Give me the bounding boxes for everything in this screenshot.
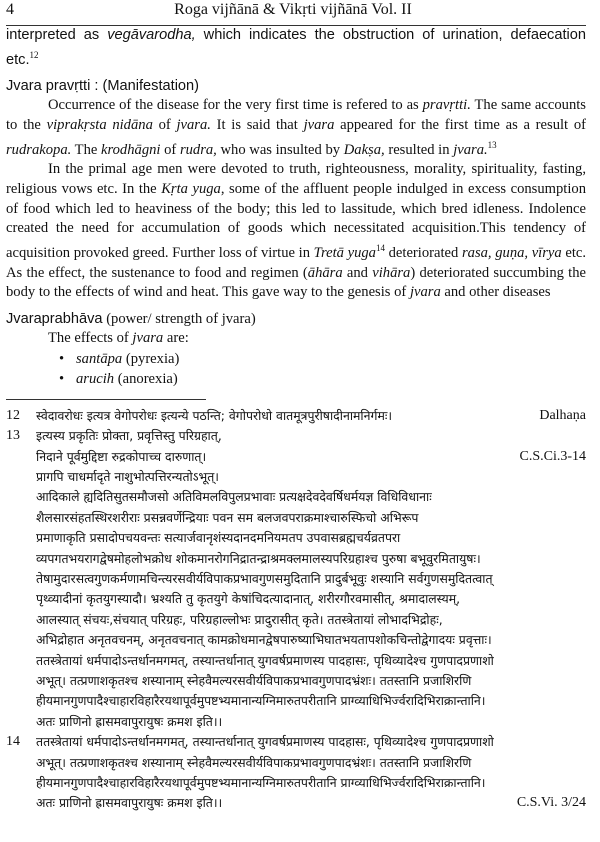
paragraph-pravrtti: Occurrence of the disease for the very first time is refered to as pravṛtti. The same accounts to the viprakṛsta nidāna of jvara. It is said that jvara appeared for the first time as a result of rudrakopa. The krodhāgni of rudra, who was insulted by Dakṣa, resulted in jvara.$^{13}$: [6, 97, 586, 158]
footnote-line: आदिकाले ह्यदितिसुतसमौजसो अतिविमलविपुलप्रभावाः प्रत्यक्षदेवदेवर्षिधर्मयज्ञ विधिविधानाः: [36, 489, 432, 505]
paragraph-primal-age: In the primal age men were devoted to truth, righteousness, morality, spirituality, fasting, religious vows etc. In the Kṛta yuga, some of the affluent people indulged in excess consumption of food which led to heaviness of the body; this led to lassitude, which bred idleness. Indolence created the need for accumulation of goods which necessitated acquisition.This tendency of acquisition provoked greed. Further loss of virtue in Tretā yuga$^{14}$ deteriorated rasa, guṇa, vīrya etc. As the effect, the sustenance to food and regimen (āhāra and vihāra) deteriorated succumbing the body to the effects of wind and heat. This gave way to the genesis of jvara and other diseases: [6, 161, 587, 301]
footnote-source: C.S.Vi. 3/24: [516, 795, 586, 811]
footnote-divider: [6, 399, 206, 400]
footnote-line: हीयमानगुणपादैश्चाहारविहारैरयथापूर्वमुपष्टभ्यमानान्यग्निमारुतपरीतानि प्राग्व्याधिभिर्ज्वरादिभिराक्रान्तानि।: [36, 693, 486, 709]
running-title: Roga vijñānā & Vikṛti vijñānā Vol. II: [174, 1, 412, 18]
footnote-ref-14[interactable]: 14: [375, 243, 385, 254]
footnote-ref-12[interactable]: 12: [29, 49, 39, 60]
effects-list: [6, 349, 586, 389]
page-number: 4: [6, 1, 14, 18]
footnote-line: ततस्त्रेतायां धर्मपादोऽन्तर्धानमगमत्, तस्यान्तर्धानात् युगवर्षप्रमाणस्य पादहासः, पृथिव्यादेश्च गुणपादप्रणाशो: [36, 652, 494, 668]
footnote-text: स्वेदावरोधः इत्यत्र वेगोपरोधः इत्यन्ये पठन्ति; वेगोपरोधो वातमूत्रपुरीषादीनामनिर्गमः।: [36, 407, 393, 423]
footnote-line: व्यपगतभयरागद्वेषमोहलोभक्रोध शोकमानरोगनिद्रातन्द्राश्रमक्लमालस्यपरिग्रहाश्च पुरुषा बभूवुरमितायुषः।: [36, 550, 481, 566]
footnote-line: निदाने पूर्वमुद्दिष्टा रुद्रकोपाच्च दारुणात्।: [36, 448, 207, 464]
footnote-line: ततस्त्रेतायां धर्मपादोऽन्तर्धानमगमत्, तस्यान्तर्धानात् युगवर्षप्रमाणस्य पादहासः, पृथिव्यादेश्च गुणपादप्रणाशो: [36, 734, 494, 750]
footnote-line: शैलसारसंहतस्थिरशरीराः प्रसन्नवर्णेन्द्रियाः पवन सम बलजवपराक्रमाश्चारुस्फिचो अभिरूप: [36, 509, 419, 525]
intro-paragraph: interpreted as vegāvarodha, which indicates the obstruction of urination, defaecation etc.$^{12}$: [6, 27, 587, 68]
footnote-13-line: [6, 447, 586, 467]
footnote-line: पृथ्व्यादीनां कृतयुगस्यादौ। भ्रश्यति तु कृतयुगे केषांचिदत्यादानात्, शरीरगौरवमासीत्, श्रमादालस्यम्,: [36, 591, 461, 607]
main-text: [6, 26, 586, 389]
footnote-line: अभूत्। तत्प्रणाशकृतश्च शस्यानाम् स्नेहवैमल्यरसवीर्यविपाकप्रभावगुणपादभ्रंशः। ततस्तानि प्रजाशिरणि: [36, 754, 472, 770]
footnote-line: अभिद्रोहात अनृतवचनम्, अनृतवचनात् कामक्रोधमानद्वेषपारुष्याभिघातभयतापशोकचिन्तोद्वेगादयः प्रवृत्ताः।: [36, 632, 492, 648]
footnote-14: [6, 732, 586, 752]
footnote-number: 12: [6, 407, 20, 423]
footnote-line: हीयमानगुणपादैश्चाहारविहारैरयथापूर्वमुपष्टभ्यमानान्यग्निमारुतपरीतानि प्राग्व्याधिभिर्ज्वरादिभिराक्रान्तानि।: [36, 775, 486, 791]
footnote-source: Dalhaṇa: [539, 407, 586, 423]
section-heading-jvara-pravrtti: Jvara pravṛtti : (Manifestation): [6, 78, 200, 95]
running-header: [6, 0, 586, 26]
footnote-ref-13[interactable]: 13: [487, 139, 497, 150]
footnote-line: आलस्यात् संचयः,संचयात् परिग्रहः, परिग्रहाल्लोभः प्रादुरासीत् कृते। ततस्त्रेतायां लोभादभिद्रोहः,: [36, 611, 443, 627]
list-item: • santāpa (pyrexia): [6, 349, 586, 369]
list-item: • arucih (anorexia): [6, 369, 586, 389]
footnote-12: [6, 406, 586, 426]
section-heading-jvaraprabhava: Jvaraprabhāva (power/ strength of jvara): [6, 311, 256, 328]
footnote-13: [6, 426, 586, 446]
effects-intro: The effects of jvara are:: [48, 330, 189, 347]
footnote-line: अभूत्। तत्प्रणाशकृतश्च शस्यानाम् स्नेहवैमल्यरसवीर्यविपाकप्रभावगुणपादभ्रंशः। ततस्तानि प्रजाशिरणि: [36, 673, 472, 688]
footnote-line: अतः प्राणिनो ह्रासमवापुरायुषः क्रमश इति।।: [36, 795, 223, 811]
footnote-line: प्रागपि चाधर्मादृते नाशुभोत्पत्तिरन्यतोऽभूत्।: [36, 468, 219, 484]
footnote-line: तेषामुदारसत्वगुणकर्मणामचिन्त्यरसवीर्यविपाकप्रभावगुणसमुदितानि प्रादुर्बभूवुः शस्यानि सर्वगुणसमुदितत्वात्: [36, 570, 493, 586]
footnote-source: C.S.Ci.3-14: [519, 448, 586, 464]
footnote-number: 13: [6, 428, 20, 444]
footnote-number: 14: [6, 734, 20, 750]
footnote-line: अतः प्राणिनो ह्रासमवापुरायुषः क्रमश इति।।: [36, 713, 223, 729]
footnote-line: इत्यस्य प्रकृतिः प्रोक्ता, प्रवृत्तिस्तु परिग्रहात्,: [36, 428, 222, 444]
footnotes: [6, 406, 586, 814]
footnote-line: प्रमाणाकृति प्रसादोपचयवन्तः सत्यार्जवानृशंस्यदानदमनियमतप उपवासब्रह्मचर्यव्रतपरा: [36, 530, 401, 546]
